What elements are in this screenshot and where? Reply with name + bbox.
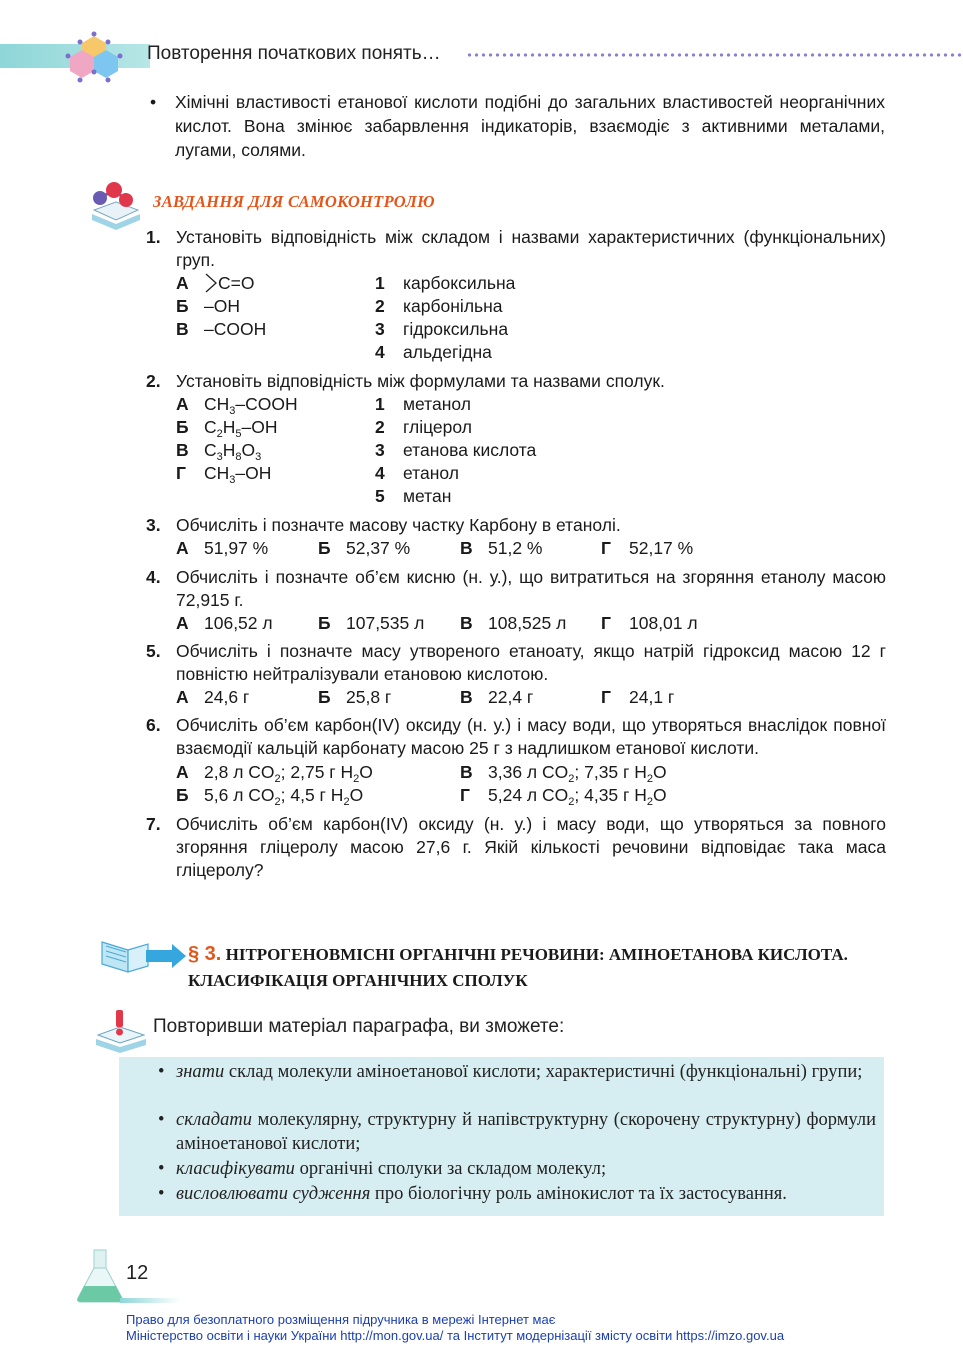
goal-item: [158, 1157, 876, 1181]
goal-text: склад молекули аміноетанової кислоти; характеристичні (функціональні) групи;: [224, 1062, 863, 1082]
task-2: [146, 370, 886, 393]
bond-bracket-icon: [204, 272, 218, 294]
task-number: 5.: [146, 641, 161, 661]
bullet-marker: •: [158, 1184, 165, 1204]
page-number: 12: [126, 1262, 149, 1284]
molecule-logo-icon: [64, 30, 124, 84]
answer-option: В 3,36 л $CO_2$; 7,35 г $H_2O$: [460, 762, 667, 785]
match-right-item: 5 метан: [375, 486, 452, 506]
goal-item: [158, 1108, 876, 1156]
bullet-marker: •: [158, 1062, 165, 1082]
task-5: [146, 640, 886, 686]
task-number: 6.: [146, 715, 161, 735]
chem-formula: 5,24 л $CO_2$; 4,35 г $H_2O$: [488, 785, 667, 808]
bullet-marker: •: [158, 1159, 165, 1179]
attention-book-icon: [94, 1009, 148, 1053]
task-question: Обчисліть і позначте масу утвореного етаноату, якщо натрій гідроксид масою 12 г повністю нейтралізували етановою кислотою.: [176, 641, 886, 684]
section-title: [188, 941, 888, 994]
task-4: [146, 566, 886, 612]
task-question: Установіть відповідність між складом і назвами характеристичних (функціональних) груп.: [176, 227, 886, 270]
legal-notice-line-1: Право для безоплатного розміщення підручника в мережі Інтернет має: [126, 1312, 556, 1327]
answer-option: В 22,4 г: [460, 687, 534, 707]
chem-formula: $C_3H_8O_3$: [204, 440, 262, 463]
task-question: Обчисліть об’єм карбон(IV) оксиду (н. у.) і масу води, що утворяться внаслідок повної взаємодії кальцій карбонату масою 25 г з надлишком етанової кислоти.: [176, 715, 886, 758]
section-title-text: НІТРОГЕНОВМІСНІ ОРГАНІЧНІ РЕЧОВИНИ: АМІНОЕТАНОВА КИСЛОТА. КЛАСИФІКАЦІЯ ОРГАНІЧНИХ СПОЛУК: [188, 945, 848, 990]
goal-item: [158, 1182, 876, 1206]
task-number: 7.: [146, 814, 161, 834]
header-dotted-rule: [466, 53, 963, 57]
answer-option: В 108,525 л: [460, 613, 567, 633]
self-control-title: ЗАВДАННЯ ДЛЯ САМОКОНТРОЛЮ: [153, 192, 435, 211]
answer-option: В 51,2 %: [460, 538, 543, 558]
match-left-item: В $C_3H_8O_3$: [176, 440, 262, 463]
task-question: Обчисліть об’єм карбон(IV) оксиду (н. у.) і масу води, що утворяться за повного згоряння гліцеролу масою 27,6 г. Якій кількості речовини відповідає така маса гліцеролу?: [176, 814, 886, 880]
chem-formula: $CH_3-OH$: [204, 463, 272, 486]
answer-option: Б 52,37 %: [318, 538, 411, 558]
match-right-item: 3 гідроксильна: [375, 319, 509, 339]
match-right-item: 4 альдегідна: [375, 342, 492, 362]
match-right-item: 2 карбонільна: [375, 296, 503, 316]
goal-verb: класифікувати: [176, 1159, 295, 1179]
task-number: 1.: [146, 227, 161, 247]
answer-option: А 51,97 %: [176, 538, 269, 558]
task-6: [146, 714, 886, 760]
goal-text: про біологічну роль амінокислот та їх застосування.: [370, 1184, 787, 1204]
intro-bullet-text: Хімічні властивості етанової кислоти подібні до загальних властивостей неорганічних кислот. Вона змінює забарвлення індикаторів, взаємодіє з активними металами, лугами, солями.: [175, 92, 885, 160]
answer-option: Б 107,535 л: [318, 613, 425, 633]
chem-formula: 3,36 л $CO_2$; 7,35 г $H_2O$: [488, 762, 667, 785]
match-left-item: Б –OH: [176, 296, 240, 316]
legal-notice-line-2: Міністерство освіти і науки України http://mon.gov.ua/ та Інститут модернізації змісту освіти https://imzo.gov.ua: [126, 1328, 785, 1343]
task-1: [146, 226, 886, 272]
answer-option: Б 5,6 л $CO_2$; 4,5 г $H_2O$: [176, 785, 364, 808]
match-left-item: В –COOH: [176, 319, 267, 339]
intro-bullet: [150, 90, 885, 162]
goal-verb: знати: [176, 1062, 225, 1082]
match-left-item: А $CH_3$–COOH: [176, 394, 298, 417]
chem-formula: 2,8 л $CO_2$; 2,75 г $H_2O$: [204, 762, 373, 785]
task-number: 4.: [146, 567, 161, 587]
match-right-item: 3 етанова кислота: [375, 440, 537, 460]
goal-item: [158, 1060, 876, 1084]
match-right-item: 2 гліцерол: [375, 417, 472, 437]
task-number: 3.: [146, 515, 161, 535]
section-number: § 3.: [188, 943, 222, 965]
answer-option: Б 25,8 г: [318, 687, 392, 707]
answer-option: А 2,8 л $CO_2$; 2,75 г $H_2O$: [176, 762, 373, 785]
match-left-item: А C=O: [176, 273, 255, 293]
answer-option: Г 5,24 л $CO_2$; 4,35 г $H_2O$: [460, 785, 667, 808]
task-question: Установіть відповідність між формулами та назвами сполук.: [176, 371, 665, 391]
task-number: 2.: [146, 371, 161, 391]
bullet-marker: •: [150, 92, 157, 112]
chem-formula: 5,6 л $CO_2$; 4,5 г $H_2O$: [204, 785, 364, 808]
goal-verb: висловлювати судження: [176, 1184, 371, 1204]
answer-option: Г 24,1 г: [601, 687, 675, 707]
match-right-item: 1 метанол: [375, 394, 471, 414]
match-left-item: Б $C_2H_5-OH$: [176, 417, 278, 440]
running-header: Повторення початкових понять…: [147, 43, 441, 64]
bullet-marker: •: [158, 1110, 165, 1130]
self-control-book-icon: [88, 180, 144, 230]
goal-verb: складати: [176, 1110, 252, 1130]
answer-option: Г 108,01 л: [601, 613, 698, 633]
task-question: Обчисліть і позначте об’єм кисню (н. у.), що витратиться на згоряння етанолу масою 72,915 г.: [176, 567, 886, 610]
task-question: Обчисліть і позначте масову частку Карбону в етанолі.: [176, 515, 621, 535]
answer-option: Г 52,17 %: [601, 538, 694, 558]
task-3: [146, 514, 886, 537]
flask-icon: [72, 1248, 128, 1304]
chem-formula: $C_2H_5-OH$: [204, 417, 278, 440]
match-left-item: Г $CH_3-OH$: [176, 463, 272, 486]
goal-text: органічні сполуки за складом молекул;: [294, 1159, 607, 1179]
open-book-arrow-icon: [98, 936, 188, 976]
goals-intro: Повторивши матеріал параграфа, ви зможете:: [153, 1016, 565, 1037]
answer-option: А 106,52 л: [176, 613, 273, 633]
chem-formula: $CH_3$–COOH: [204, 394, 298, 417]
task-7: [146, 813, 886, 882]
match-right-item: 1 карбоксильна: [375, 273, 516, 293]
goal-text: молекулярну, структурну й напівструктурну (скорочену структурну) формули аміноетанової кислоти;: [176, 1110, 876, 1154]
match-right-item: 4 етанол: [375, 463, 459, 483]
answer-option: А 24,6 г: [176, 687, 250, 707]
footer-accent-line: [120, 1298, 180, 1303]
